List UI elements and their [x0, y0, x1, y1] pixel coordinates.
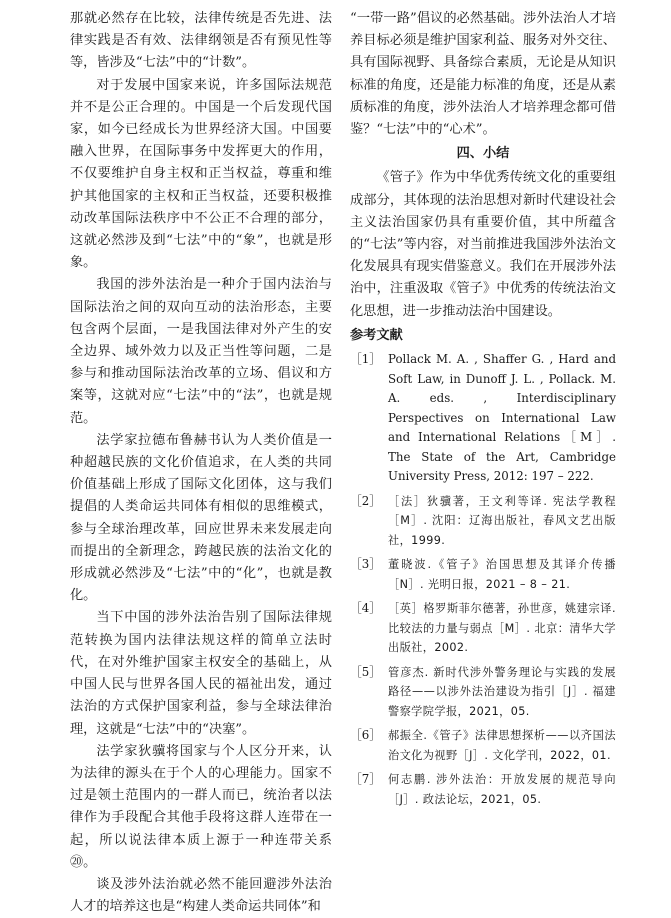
reference-text: 何志鹏. 涉外法治：开放发展的规范导向［J］. 政法论坛，2021，05.	[388, 773, 616, 806]
reference-item	[350, 663, 616, 722]
reference-number: ［4］	[350, 601, 382, 616]
reference-item	[350, 555, 616, 594]
body-paragraph: 那就必然存在比较，法律传统是否先进、法律实践是否有效、法律纲领是否有预见性等等，皆涉及“七法”中的“计数”。	[70, 11, 332, 71]
reference-number: ［2］	[350, 493, 382, 508]
body-paragraph: 我国的涉外法治是一种介于国内法治与国际法治之间的双向互动的法治形态，主要包含两个层面，一是我国法律对外产生的安全边界、域外效力以及正当性等问题，二是参与和推动国际法治改革的立场、倡议和方案等，这就对应“七法”中的“法”，也就是规范。	[70, 277, 332, 426]
reference-number: ［7］	[350, 772, 382, 787]
section-heading: 四、小结	[456, 146, 510, 162]
reference-text: ［法］狄骥著，王文利等译. 宪法学教程［M］. 沈阳：辽海出版社，春风文艺出版社，1999.	[388, 494, 616, 547]
reference-number: ［3］	[350, 557, 382, 572]
references-title: 参考文献	[350, 327, 403, 343]
body-paragraph-continued: “一带一路”倡议的必然基础。涉外法治人才培养目标必须是维护国家利益、服务对外交往、具有国际视野、具备综合素质，无论是从知识标准的角度，还是能力标准的角度，还是从素质标准的角度，涉外法治人才培养理念都可借鉴？“七法”中的“心术”。	[350, 11, 616, 138]
reference-number: ［5］	[350, 664, 382, 679]
reference-item	[350, 350, 616, 487]
reference-text: 董晓波.《管子》治国思想及其译介传播［N］. 光明日报，2021 – 8 – 21.	[388, 558, 616, 591]
reference-item	[350, 770, 616, 809]
body-paragraph: 法学家拉德布鲁赫书认为人类价值是一种超越民族的文化价值追求，在人类的共同价值基础上形成了国际文化团体，这与我们提倡的人类命运共同体有相似的思维模式，参与全球治理改革，回应世界未来发展走向而提出的全新理念，跨越民族的法治文化的形成就必然涉及“七法”中的“化”，也就是教化。	[70, 432, 332, 604]
summary-paragraph: 《管子》作为中华优秀传统文化的重要组成部分，其体现的法治思想对新时代建设社会主义法治国家仍具有重要价值，其中所蕴含的“七法”等内容，对当前推进我国涉外法治文化发展具有现实借鉴意义。我们在开展涉外法治中，注重汲取《管子》中优秀的传统法治文化思想，进一步推动法治中国建设。	[350, 170, 616, 319]
left-column	[70, 8, 332, 918]
reference-number: ［1］	[350, 352, 382, 367]
body-paragraph: 对于发展中国家来说，许多国际法规范并不是公正合理的。中国是一个后发现代国家，如今已经成长为世界经济大国。中国要融入世界，在国际事务中发挥更大的作用，不仅要维护自身主权和正当权益，尊重和维护其他国家的主权和正当权益，还要积极推动改革国际法秩序中不公正不合理的部分，这就必然涉及到“七法”中的“象”，也就是形象。	[70, 77, 332, 271]
reference-text: 管彦杰. 新时代涉外警务理论与实践的发展路径——以涉外法治建设为指引［J］. 福建警察学院学报，2021，05.	[388, 665, 616, 718]
reference-item	[350, 599, 616, 658]
reference-item	[350, 492, 616, 551]
reference-item	[350, 726, 616, 765]
reference-text: Pollack M. A. , Shaffer G. , Hard and Soft Law, in Dunoff J. L. , Pollack. M. A. eds. , Interdisciplinary Perspectives on International Law and International Relations［M］. The State of the Art, Cambridge University Press, 2012: 197 – 222.	[388, 352, 616, 484]
body-paragraph: 谈及涉外法治就必然不能回避涉外法治人才的培养这也是“构建人类命运共同体”和	[70, 876, 332, 915]
body-paragraph: 法学家狄骥将国家与个人区分开来，认为法律的源头在于个人的心理能力。国家不过是领土范围内的一群人而已，统治者以法律作为手段配合其他手段将这群人连带在一起，所以说法律本质上源于一种连带关系⑳。	[70, 743, 332, 870]
body-paragraph: 当下中国的涉外法治告别了国际法律规范转换为国内法律法规这样的简单立法时代，在对外维护国家主权安全的基础上，从中国人民与世界各国人民的福祉出发，通过法治的方式保护国家利益，参与全球法律治理，这就是“七法”中的“决塞”。	[70, 610, 332, 737]
right-column	[350, 8, 616, 814]
reference-text: 郝振全.《管子》法律思想探析——以齐国法治文化为视野［J］. 文化学刊，2022，01.	[388, 729, 616, 762]
reference-text: ［英］格罗斯菲尔德著，孙世彦，姚建宗译. 比较法的力量与弱点［M］. 北京：清华大学出版社，2002.	[388, 602, 616, 655]
reference-number: ［6］	[350, 728, 382, 743]
